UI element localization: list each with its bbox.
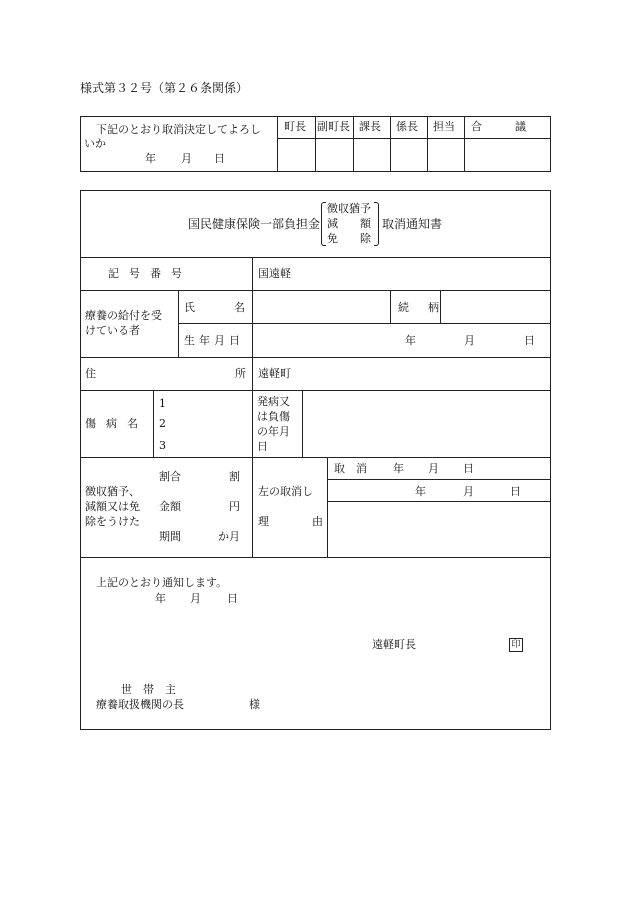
disease-label: 傷病名 (85, 417, 148, 430)
approval-date-year: 年 (145, 152, 156, 165)
disease-number-1: 1 (159, 397, 166, 410)
role-consultation: 合 議 (471, 120, 526, 133)
birth-day: 日 (524, 334, 535, 347)
approval-date-month: 月 (181, 152, 192, 165)
onset-label-2: は負傷 (257, 410, 290, 423)
role-section-chief: 課長 (359, 120, 381, 133)
birth-date-label: 生年月日 (184, 334, 244, 347)
grant-label-2: 減額又は免 (85, 500, 140, 513)
notify-text: 上記のとおり通知します。 (96, 576, 228, 589)
amount-unit: 円 (229, 500, 240, 513)
notify-day: 日 (227, 592, 238, 605)
notice-title-option1: 徴収猶予 (327, 202, 371, 215)
cancel-word: 取 消 (334, 462, 367, 475)
issuer-name: 遠軽町長 (372, 638, 416, 651)
record-number-value: 国遠軽 (258, 267, 291, 280)
cancel-day: 日 (463, 462, 474, 475)
onset-label-4: 日 (257, 440, 268, 453)
notify-year: 年 (155, 592, 166, 605)
period-unit: か月 (218, 530, 240, 543)
institution-label: 療養取扱機関の長 (96, 698, 184, 711)
grant-label-3: 除をうけた (85, 515, 140, 528)
notice-title-prefix: 国民健康保険一部負担金 (188, 217, 321, 231)
period-label: 期間 (159, 530, 181, 543)
cancel-label: 左の取消し (258, 485, 313, 498)
reason-label-2: 由 (312, 515, 323, 528)
address-label-2: 所 (235, 367, 246, 380)
onset-label-3: の年月 (257, 425, 290, 438)
cancel-year: 年 (393, 462, 404, 475)
approval-request-line2: いか (84, 137, 106, 150)
notice-title-suffix: 取消通知書 (382, 217, 443, 231)
ratio-label: 割合 (159, 470, 181, 483)
disease-number-2: 2 (159, 417, 166, 430)
notify-month: 月 (190, 592, 201, 605)
role-staff: 担当 (433, 120, 455, 133)
notice-title-option2: 減 額 (327, 217, 371, 230)
ratio-unit: 割 (229, 470, 240, 483)
role-subsection-chief: 係長 (396, 120, 418, 133)
reason-label-1: 理 (258, 515, 269, 528)
honorific: 様 (249, 698, 260, 711)
period-end-year: 年 (415, 485, 426, 498)
householder-label: 世 帯 主 (121, 683, 176, 696)
role-mayor: 町長 (284, 120, 306, 133)
relation-label: 続 柄 (398, 301, 443, 314)
birth-year: 年 (405, 334, 416, 347)
cancel-month: 月 (428, 462, 439, 475)
recipient-label-line2: けている者 (85, 324, 140, 337)
address-label-1: 住 (85, 367, 96, 380)
recipient-label-line1: 療養の給付を受 (85, 309, 162, 322)
disease-number-3: 3 (159, 439, 166, 452)
period-end-month: 月 (463, 485, 474, 498)
onset-label-1: 発病又 (257, 395, 290, 408)
approval-request-line1: 下記のとおり取消決定してよろし (96, 123, 261, 136)
name-label: 氏 名 (184, 301, 259, 314)
record-number-label: 記号番号 (108, 267, 192, 280)
period-end-day: 日 (510, 485, 521, 498)
seal-mark: 印 (509, 638, 523, 652)
role-deputy-mayor: 副町長 (317, 120, 350, 133)
amount-label: 金額 (159, 500, 181, 513)
grant-label-1: 徴収猶予、 (85, 485, 140, 498)
form-number: 様式第３２号（第２６条関係） (80, 81, 249, 95)
notice-title-option3: 免 除 (327, 232, 371, 245)
approval-date-day: 日 (214, 152, 225, 165)
address-value: 遠軽町 (258, 367, 291, 380)
birth-month: 月 (464, 334, 475, 347)
